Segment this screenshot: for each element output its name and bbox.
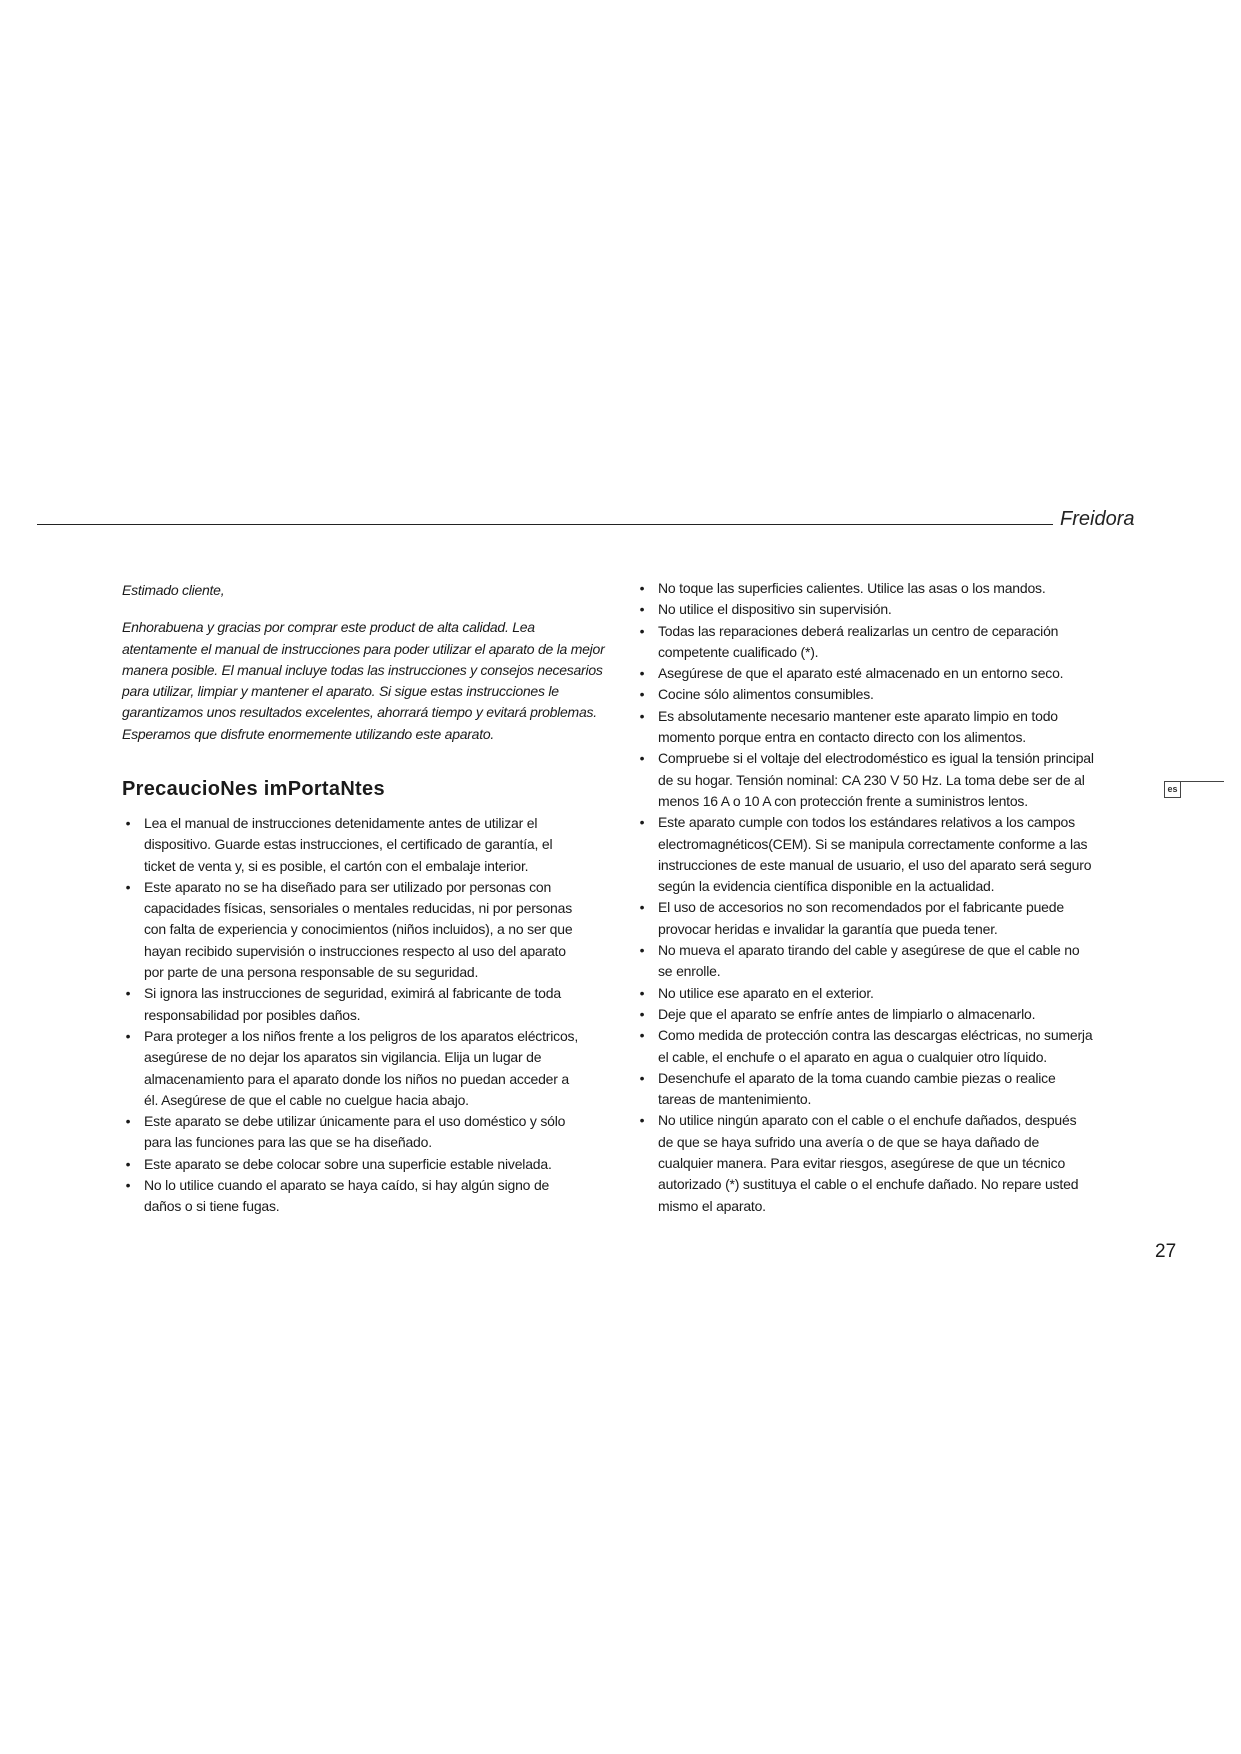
precaution-line: hayan recibido supervisión o instrucciones respecto al uso del aparato — [144, 942, 566, 959]
precaution-line: No utilice ese aparato en el exterior. — [658, 984, 874, 1001]
precaution-line: con falta de experiencia y conocimientos (niños incluidos), a no ser que — [144, 921, 573, 938]
precaution-line: Desenchufe el aparato de la toma cuando cambie piezas o realice — [658, 1069, 1056, 1086]
language-tab-line — [1178, 781, 1224, 782]
precaution-line: daños o si tiene fugas. — [144, 1198, 280, 1215]
language-code: es — [1164, 781, 1181, 798]
header-title: Freidora — [1060, 508, 1135, 530]
bullet-icon: • — [639, 1005, 645, 1022]
precaution-line: según la evidencia científica disponible en la actualidad. — [658, 878, 995, 895]
precaution-line: Compruebe si el voltaje del electrodoméstico es igual la tensión principal — [658, 750, 1094, 767]
bullet-icon: • — [639, 942, 645, 959]
precaution-line: Lea el manual de instrucciones detenidamente antes de utilizar el — [144, 815, 538, 831]
precaution-line: electromagnéticos(CEM). Si se manipula correctamente conforme a las — [658, 835, 1088, 852]
bullet-icon: • — [639, 707, 645, 724]
precaution-item — [636, 684, 1132, 705]
precaution-line: Si ignora las instrucciones de seguridad, eximirá al fabricante de toda — [144, 985, 561, 1002]
intro-line: garantizamos unos resultados excelentes, ahorrará tiempo y evitará problemas. — [122, 704, 597, 721]
precaution-line: autorizado (*) sustituya el cable o el enchufe dañado. No repare usted — [658, 1176, 1079, 1193]
precaution-line: menos 16 A o 10 A con protección frente a suministros lentos. — [658, 792, 1028, 809]
bullet-icon: • — [639, 622, 645, 639]
bullet-icon: • — [639, 1027, 645, 1044]
precaution-line: de que se haya sufrido una avería o de que se haya dañado de — [658, 1133, 1040, 1150]
precaution-item — [636, 1025, 1132, 1068]
precaution-line: Este aparato no se ha diseñado para ser utilizado por personas con — [144, 878, 552, 895]
precaution-line: Asegúrese de que el aparato esté almacenado en un entorno seco. — [658, 665, 1064, 682]
precaution-item — [122, 1026, 622, 1111]
precaution-line: No toque las superficies calientes. Utilice las asas o los mandos. — [658, 580, 1046, 596]
intro-text — [122, 580, 622, 745]
bullet-icon: • — [125, 878, 131, 895]
precaution-line: de su hogar. Tensión nominal: CA 230 V 50 Hz. La toma debe ser de al — [658, 771, 1085, 788]
precaution-line: Este aparato se debe colocar sobre una superficie estable nivelada. — [144, 1155, 552, 1172]
bullet-icon: • — [639, 984, 645, 1001]
precaution-item — [122, 1175, 622, 1218]
bullet-icon: • — [639, 580, 645, 596]
precaution-line: No utilice ningún aparato con el cable o el enchufe dañados, después — [658, 1112, 1077, 1129]
precaution-item — [636, 983, 1132, 1004]
intro-line: Esperamos que disfrute enormemente utilizando este aparato. — [122, 725, 495, 742]
precaution-item — [636, 748, 1132, 812]
precaution-line: almacenamiento para el aparato donde los niños no puedan acceder a — [144, 1070, 569, 1087]
precautions-list-left — [122, 813, 622, 1218]
intro-line: para utilizar, limpiar y mantener el aparato. Si sigue estas instrucciones le — [122, 683, 559, 700]
precaution-line: dispositivo. Guarde estas instrucciones, el certificado de garantía, el — [144, 836, 553, 853]
precaution-line: No lo utilice cuando el aparato se haya caído, si hay algún signo de — [144, 1177, 550, 1194]
precaution-item — [636, 1068, 1132, 1111]
precautions-list-right — [636, 578, 1132, 1217]
precaution-item — [122, 983, 622, 1026]
bullet-icon: • — [125, 1027, 131, 1044]
precaution-item — [636, 1110, 1132, 1216]
precaution-item — [636, 621, 1132, 664]
section-title: PrecaucioNes imPortaNtes — [122, 778, 385, 800]
precaution-item — [636, 812, 1132, 897]
precaution-item — [122, 813, 622, 877]
precaution-line: No mueva el aparato tirando del cable y asegúrese de que el cable no — [658, 942, 1080, 959]
bullet-icon: • — [639, 750, 645, 767]
precaution-line: No utilice el dispositivo sin supervisión. — [658, 601, 892, 618]
precaution-item — [636, 706, 1132, 749]
precaution-item — [122, 1111, 622, 1154]
precaution-line: El uso de accesorios no son recomendados por el fabricante puede — [658, 899, 1064, 916]
intro-line: manera posible. El manual incluye todas las instrucciones y consejos necesarios — [122, 661, 603, 678]
bullet-icon: • — [125, 1155, 131, 1172]
precaution-line: Como medida de protección contra las descargas eléctricas, no sumerja — [658, 1027, 1093, 1044]
intro-greeting: Estimado cliente, — [122, 582, 225, 598]
intro-paragraph — [122, 617, 622, 745]
bullet-icon: • — [639, 686, 645, 703]
precaution-item — [122, 877, 622, 983]
precaution-line: responsabilidad por posibles daños. — [144, 1006, 361, 1023]
intro-line: atentamente el manual de instrucciones para poder utilizar el aparato de la mejor — [122, 640, 605, 657]
precaution-line: Para proteger a los niños frente a los peligros de los aparatos eléctricos, — [144, 1027, 579, 1044]
bullet-icon: • — [639, 814, 645, 831]
language-tab — [1164, 781, 1210, 801]
precaution-line: competente cualificado (*). — [658, 643, 819, 660]
precaution-item — [636, 578, 1132, 599]
precaution-item — [636, 599, 1132, 620]
precaution-line: Es absolutamente necesario mantener este aparato limpio en todo — [658, 707, 1058, 724]
precaution-line: se enrolle. — [658, 963, 721, 980]
precaution-line: el cable, el enchufe o el aparato en agua o cualquier otro líquido. — [658, 1048, 1047, 1065]
precaution-item — [636, 1004, 1132, 1025]
precaution-line: tareas de mantenimiento. — [658, 1091, 812, 1108]
precaution-line: Deje que el aparato se enfríe antes de limpiarlo o almacenarlo. — [658, 1005, 1036, 1022]
precaution-line: cualquier manera. Para evitar riesgos, asegúrese de que un técnico — [658, 1155, 1066, 1172]
bullet-icon: • — [639, 1069, 645, 1086]
precaution-item — [636, 897, 1132, 940]
precaution-item — [636, 940, 1132, 983]
bullet-icon: • — [125, 1177, 131, 1194]
bullet-icon: • — [639, 899, 645, 916]
bullet-icon: • — [639, 1112, 645, 1129]
precaution-line: Este aparato se debe utilizar únicamente para el uso doméstico y sólo — [144, 1113, 566, 1130]
precaution-item — [636, 663, 1132, 684]
bullet-icon: • — [125, 815, 131, 831]
header-rule — [37, 524, 1053, 525]
precaution-line: mismo el aparato. — [658, 1197, 766, 1214]
precaution-item — [122, 1154, 622, 1175]
intro-line: Enhorabuena y gracias por comprar este product de alta calidad. Lea — [122, 619, 535, 636]
precaution-line: ticket de venta y, si es posible, el cartón con el embalaje interior. — [144, 857, 529, 874]
precaution-line: momento porque entra en contacto directo con los alimentos. — [658, 729, 1026, 746]
precaution-line: para las funciones para las que se ha diseñado. — [144, 1134, 432, 1151]
bullet-icon: • — [639, 601, 645, 618]
precaution-line: por parte de una persona responsable de su seguridad. — [144, 964, 479, 981]
page-number: 27 — [1155, 1241, 1177, 1262]
precaution-line: Cocine sólo alimentos consumibles. — [658, 686, 874, 703]
precaution-line: Este aparato cumple con todos los estándares relativos a los campos — [658, 814, 1075, 831]
precaution-line: asegúrese de no dejar los aparatos sin vigilancia. Elija un lugar de — [144, 1049, 542, 1066]
bullet-icon: • — [125, 1113, 131, 1130]
precaution-line: instrucciones de este manual de usuario, el uso del aparato será seguro — [658, 856, 1092, 873]
precaution-line: capacidades físicas, sensoriales o mentales reducidas, ni por personas — [144, 900, 573, 917]
bullet-icon: • — [125, 985, 131, 1002]
precaution-line: provocar heridas e invalidar la garantía que pueda tener. — [658, 920, 998, 937]
precaution-line: Todas las reparaciones deberá realizarlas un centro de ceparación — [658, 622, 1059, 639]
bullet-icon: • — [639, 665, 645, 682]
precaution-line: él. Asegúrese de que el cable no cuelgue hacia abajo. — [144, 1091, 469, 1108]
